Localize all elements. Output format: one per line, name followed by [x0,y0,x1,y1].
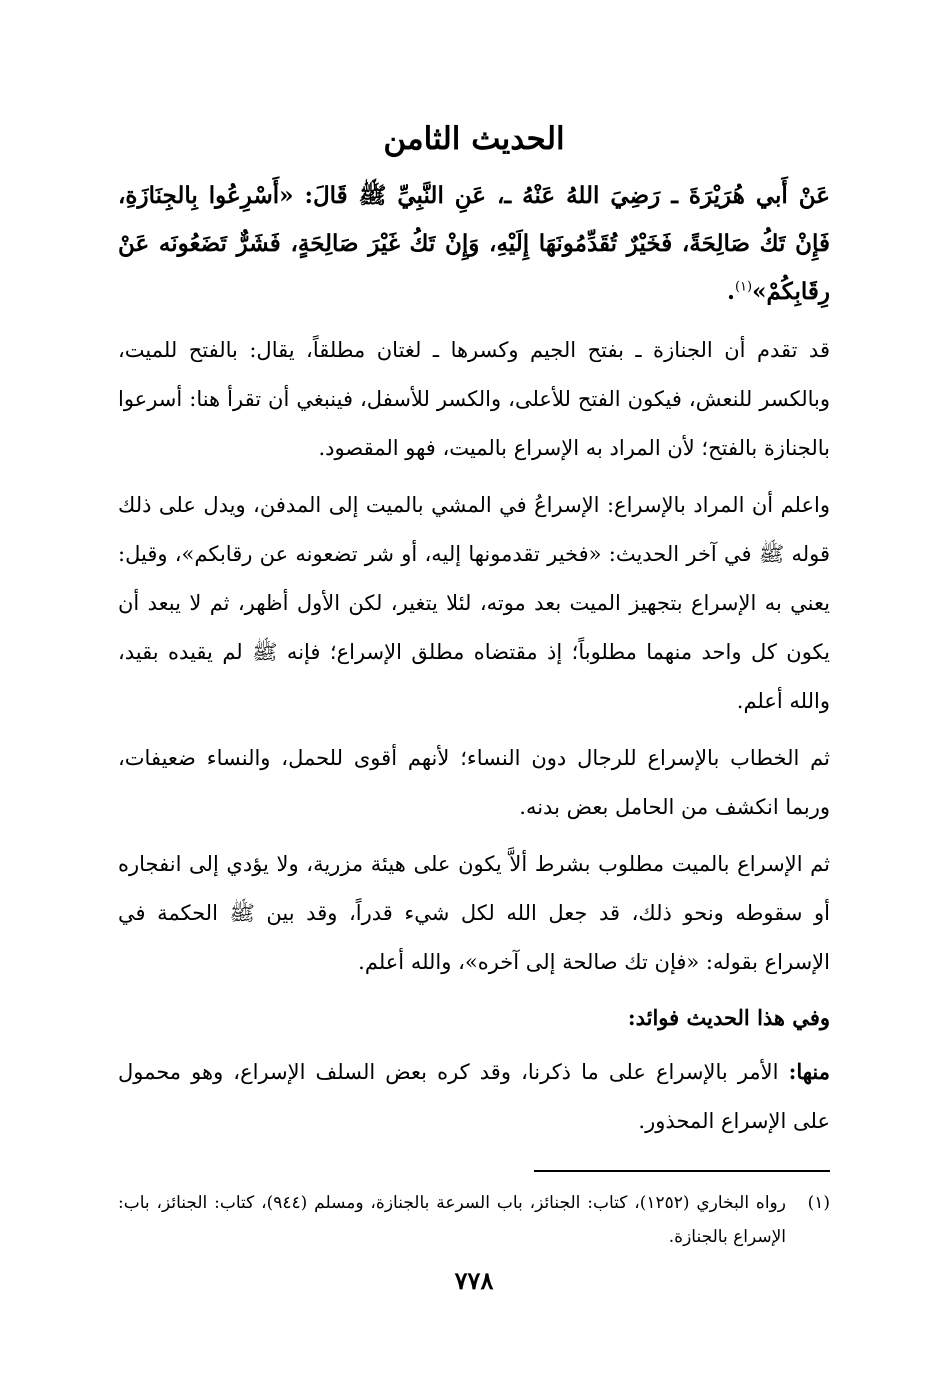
benefit-lead: منها: [788,1059,830,1084]
book-page [118,118,830,1318]
hadith-end: . [726,278,735,305]
benefit-text: الأمر بالإسراع على ما ذكرنا، وقد كره بعض السلف الإسراع، وهو محمول على الإسراع المحذور. [118,1060,830,1133]
footnote-number: (١) [807,1193,830,1213]
commentary-paragraph-4: ثم الإسراع بالميت مطلوب بشرط ألاَّ يكون على هيئة مزرية، ولا يؤدي إلى انفجاره أو سقوطه ونحو ذلك، قد جعل الله لكل شيء قدراً، وقد بين ﷺ الحكمة في الإسراع بقوله: «فإن تك صالحة إلى آخره»، والله أعلم. [118,852,830,974]
commentary-paragraph-2: واعلم أن المراد بالإسراع: الإسراعُ في المشي بالميت إلى المدفن، ويدل على ذلك قوله ﷺ في آخر الحديث: «فخير تقدمونها إليه، أو شر تضعونه عن رقابكم»، وقيل: يعني به الإسراع بتجهيز الميت بعد موته، لئلا يتغير، لكن الأول أظهر، ثم لا يبعد أن يكون كل واحد منهما مطلوباً؛ إذ مقتضاه مطلق الإسراع؛ فإنه ﷺ لم يقيده بقيد، والله أعلم. [118,493,830,713]
footnote-divider [534,1170,830,1172]
footnote-reference: (١) [734,279,753,295]
footnote-text: رواه البخاري (١٢٥٢)، كتاب: الجنائز، باب السرعة بالجنازة، ومسلم (٩٤٤)، كتاب: الجنائز، باب: الإسراع بالجنازة. [118,1193,786,1247]
footnote [118,1186,830,1254]
page-number: ٧٧٨ [454,1266,494,1295]
hadith-body: عَنْ أَبي هُرَيْرَةَ ـ رَضِيَ اللهُ عَنْهُ ـ، عَنِ النَّبِيِّ ﷺ قَالَ: «أَسْرِعُوا بِالجِنَازَةِ، فَإِنْ تَكُ صَالِحَةً، فَخَيْرٌ تُقَدِّمُونَهَا إِلَيْهِ، وَإِنْ تَكُ غَيْرَ صَالِحَةٍ، فَشَرٌّ تَضَعُونَه عَنْ رِقَابِكُمْ» [118,182,830,305]
commentary-paragraph-1: قد تقدم أن الجنازة ـ بفتح الجيم وكسرها ـ لغتان مطلقاً، يقال: بالفتح للميت، وبالكسر للنعش، فيكون الفتح للأعلى، والكسر للأسفل، فينبغي أن تقرأ هنا: أسرعوا بالجنازة بالفتح؛ لأن المراد به الإسراع بالميت، فهو المقصود. [118,338,830,460]
hadith-text [118,172,830,316]
section-title: الحديث الثامن [383,121,565,157]
benefits-heading: وفي هذا الحديث فوائد: [627,1005,830,1030]
commentary-paragraph-3: ثم الخطاب بالإسراع للرجال دون النساء؛ لأنهم أقوى للحمل، والنساء ضعيفات، وربما انكشف من الحامل بعض بدنه. [118,746,830,819]
benefit-paragraph-1 [118,1047,830,1146]
